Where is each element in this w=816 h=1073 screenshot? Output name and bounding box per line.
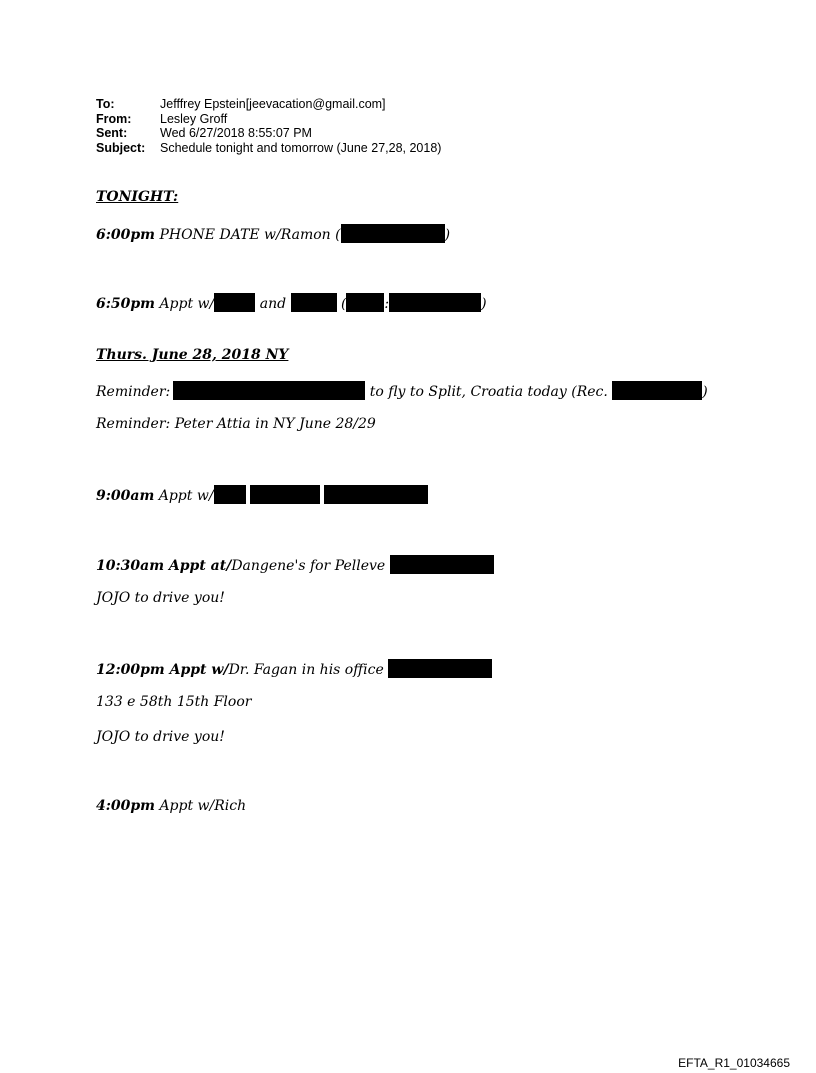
reminder-text: to fly to Split, Croatia today (Rec. (365, 384, 613, 400)
redaction-box (214, 485, 246, 504)
event-time: 4:00pm (96, 798, 155, 814)
document-id: EFTA_R1_01034665 (678, 1056, 790, 1070)
redaction-box (250, 485, 320, 504)
to-value: Jefffrey Epstein[jeevacation@gmail.com] (160, 97, 386, 111)
jojo-note-2: JOJO to drive you! (96, 729, 225, 745)
event-text: Appt w/ (155, 296, 215, 312)
thursday-heading: Thurs. June 28, 2018 NY (96, 347, 289, 363)
event-text: and (255, 296, 291, 312)
sent-value: Wed 6/27/2018 8:55:07 PM (160, 126, 312, 140)
event-heading: 12:00pm Appt w/ (96, 662, 229, 678)
redaction-box (173, 381, 365, 400)
reminder-flight (96, 381, 708, 400)
event-text: Dr. Fagan in his office (228, 662, 389, 678)
event-time: 6:00pm (96, 227, 155, 243)
event-heading: 10:30am Appt at/ (96, 558, 232, 574)
event-text-close: ) (444, 227, 451, 243)
redaction-box (346, 293, 384, 312)
subject-row (96, 141, 441, 156)
subject-label: Subject: (96, 140, 146, 155)
event-text: Appt w/Rich (155, 798, 247, 814)
event-1200pm (96, 659, 492, 678)
to-label: To: (96, 97, 115, 111)
reminder-text: Reminder: (96, 384, 171, 400)
address-line: 133 e 58th 15th Floor (96, 694, 252, 710)
reminder-text-close: ) (702, 384, 708, 400)
event-text: : (384, 296, 390, 312)
event-text: Dangene's for Pelleve (231, 558, 390, 574)
event-text: Appt w/ (154, 488, 214, 504)
event-600pm (96, 224, 450, 243)
tonight-heading: TONIGHT: (96, 189, 179, 205)
event-time: 6:50pm (96, 296, 155, 312)
redaction-box (390, 555, 494, 574)
event-400pm (96, 798, 246, 814)
subject-value: Schedule tonight and tomorrow (June 27,28, 2018) (160, 140, 442, 155)
to-row (96, 97, 441, 112)
from-row (96, 112, 441, 127)
event-900am (96, 485, 428, 504)
redaction-box (324, 485, 428, 504)
redaction-box (388, 659, 492, 678)
event-650pm (96, 293, 487, 312)
jojo-note-1: JOJO to drive you! (96, 590, 225, 606)
event-text: ( (336, 296, 347, 312)
reminder-attia: Reminder: Peter Attia in NY June 28/29 (96, 416, 376, 432)
event-1030am (96, 555, 494, 574)
event-time: 9:00am (96, 488, 155, 504)
email-header (96, 97, 441, 155)
event-text-close: ) (481, 296, 487, 312)
from-value: Lesley Groff (160, 111, 228, 126)
redaction-box (612, 381, 702, 400)
sent-row (96, 126, 441, 141)
sent-label: Sent: (96, 126, 128, 140)
redaction-box (291, 293, 337, 312)
from-label: From: (96, 111, 132, 126)
event-text: PHONE DATE w/Ramon ( (155, 227, 341, 243)
redaction-box (214, 293, 255, 312)
redaction-box (389, 293, 481, 312)
redaction-box (341, 224, 445, 243)
